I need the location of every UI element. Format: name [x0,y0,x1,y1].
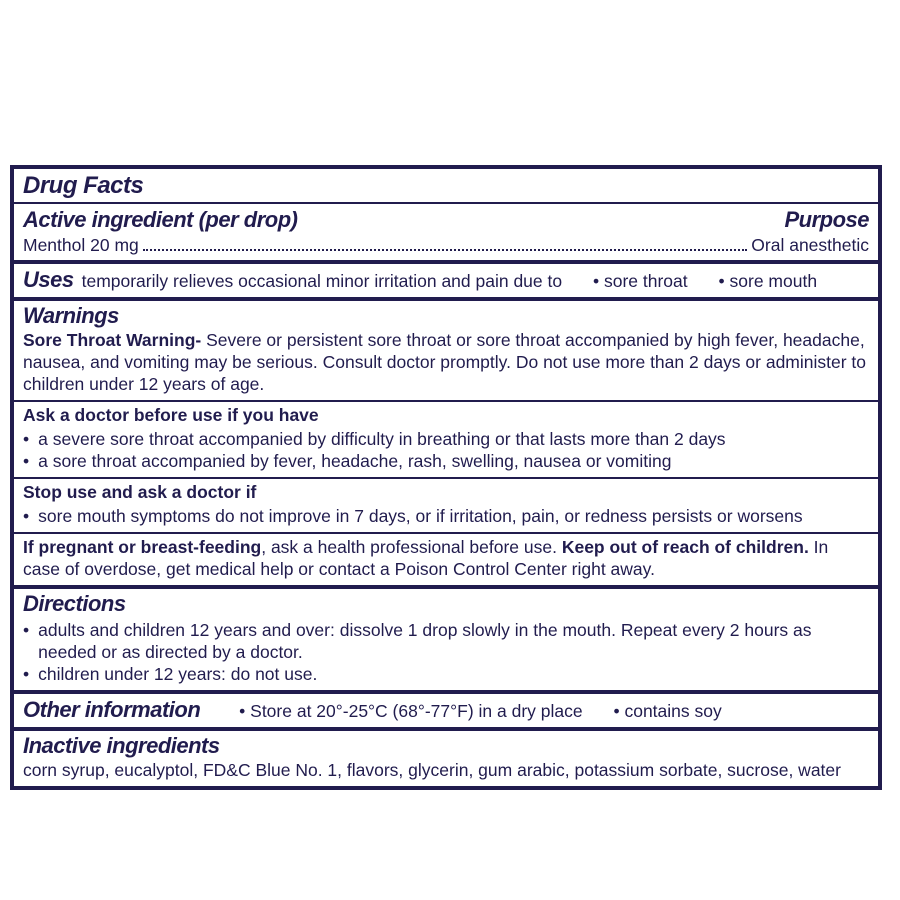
drug-facts-title: Drug Facts [23,172,144,199]
inactive-ingredients-section [14,731,878,786]
ask-doctor-bullet-text: a sore throat accompanied by fever, headache, rash, swelling, nausea or vomiting [38,451,672,471]
warnings-section [14,301,878,400]
uses-bullet-sore-mouth: • sore mouth [718,271,818,291]
dotted-leader [143,249,748,251]
directions-heading: Directions [23,591,126,616]
warnings-heading: Warnings [23,303,119,328]
bullet-icon: • [23,451,30,471]
pregnancy-bold: If pregnant or breast-feeding [23,537,262,557]
pregnancy-paragraph [23,536,869,580]
ask-doctor-heading: Ask a doctor before use if you have [23,405,319,425]
other-information-heading: Other information [23,697,201,722]
ask-doctor-bullet-text: a severe sore throat accompanied by difficulty in breathing or that lasts more than 2 days [38,429,726,449]
directions-bullet [23,663,869,685]
contains-soy-bullet: • contains soy [613,701,722,721]
bullet-icon: • [23,506,30,526]
sore-throat-warning-lead: Sore Throat Warning- [23,330,202,350]
stop-use-bullet [23,505,869,527]
uses-text: temporarily relieves occasional minor irritation and pain due to [81,271,563,291]
keep-out-of-reach-bold: Keep out of reach of children. [561,537,809,557]
stop-use-bullet-text: sore mouth symptoms do not improve in 7 days, or if irritation, pain, or redness persists or worsens [38,506,803,526]
ingredient-name: Menthol 20 mg [23,235,139,255]
active-ingredient-heading: Active ingredient (per drop) [23,207,298,232]
pregnancy-text: , ask a health professional before use. [261,537,562,557]
stop-use-heading: Stop use and ask a doctor if [23,482,257,502]
other-information-section [14,694,878,727]
bullet-icon: • [23,620,30,640]
bullet-icon: • [23,664,30,684]
inactive-ingredients-list: corn syrup, eucalyptol, FD&C Blue No. 1, flavors, glycerin, gum arabic, potassium sorbate, sucrose, water [23,760,841,780]
sore-throat-warning-text: Severe or persistent sore throat or sore throat accompanied by high fever, headache, nausea, and vomiting may be serious. Consult doctor promptly. Do not use more than 2 days or administer to children under 12 years of age. [23,330,867,394]
ask-doctor-bullet [23,450,869,472]
storage-bullet: • Store at 20°-25°C (68°-77°F) in a dry place [239,701,583,721]
directions-bullet-text: adults and children 12 years and over: dissolve 1 drop slowly in the mouth. Repeat every 2 hours as needed or as directed by a doctor. [38,620,812,662]
uses-section [14,264,878,297]
purpose-heading: Purpose [784,207,869,232]
uses-heading: Uses [23,267,74,292]
ask-doctor-bullet [23,428,869,450]
sore-throat-warning [23,329,869,395]
active-ingredient-section [14,204,878,260]
pregnancy-section [14,534,878,585]
stop-use-section [14,479,878,532]
directions-bullet [23,619,869,663]
bullet-icon: • [23,429,30,449]
overdose-text: In case of overdose, get medical help or contact a Poison Control Center right away. [23,537,829,579]
ingredient-purpose: Oral anesthetic [751,235,869,255]
drug-facts-panel [10,165,882,790]
inactive-ingredients-heading: Inactive ingredients [23,733,220,758]
directions-section [14,589,878,690]
ask-doctor-section [14,402,878,477]
uses-bullet-sore-throat: • sore throat [592,271,688,291]
directions-bullet-text: children under 12 years: do not use. [38,664,318,684]
